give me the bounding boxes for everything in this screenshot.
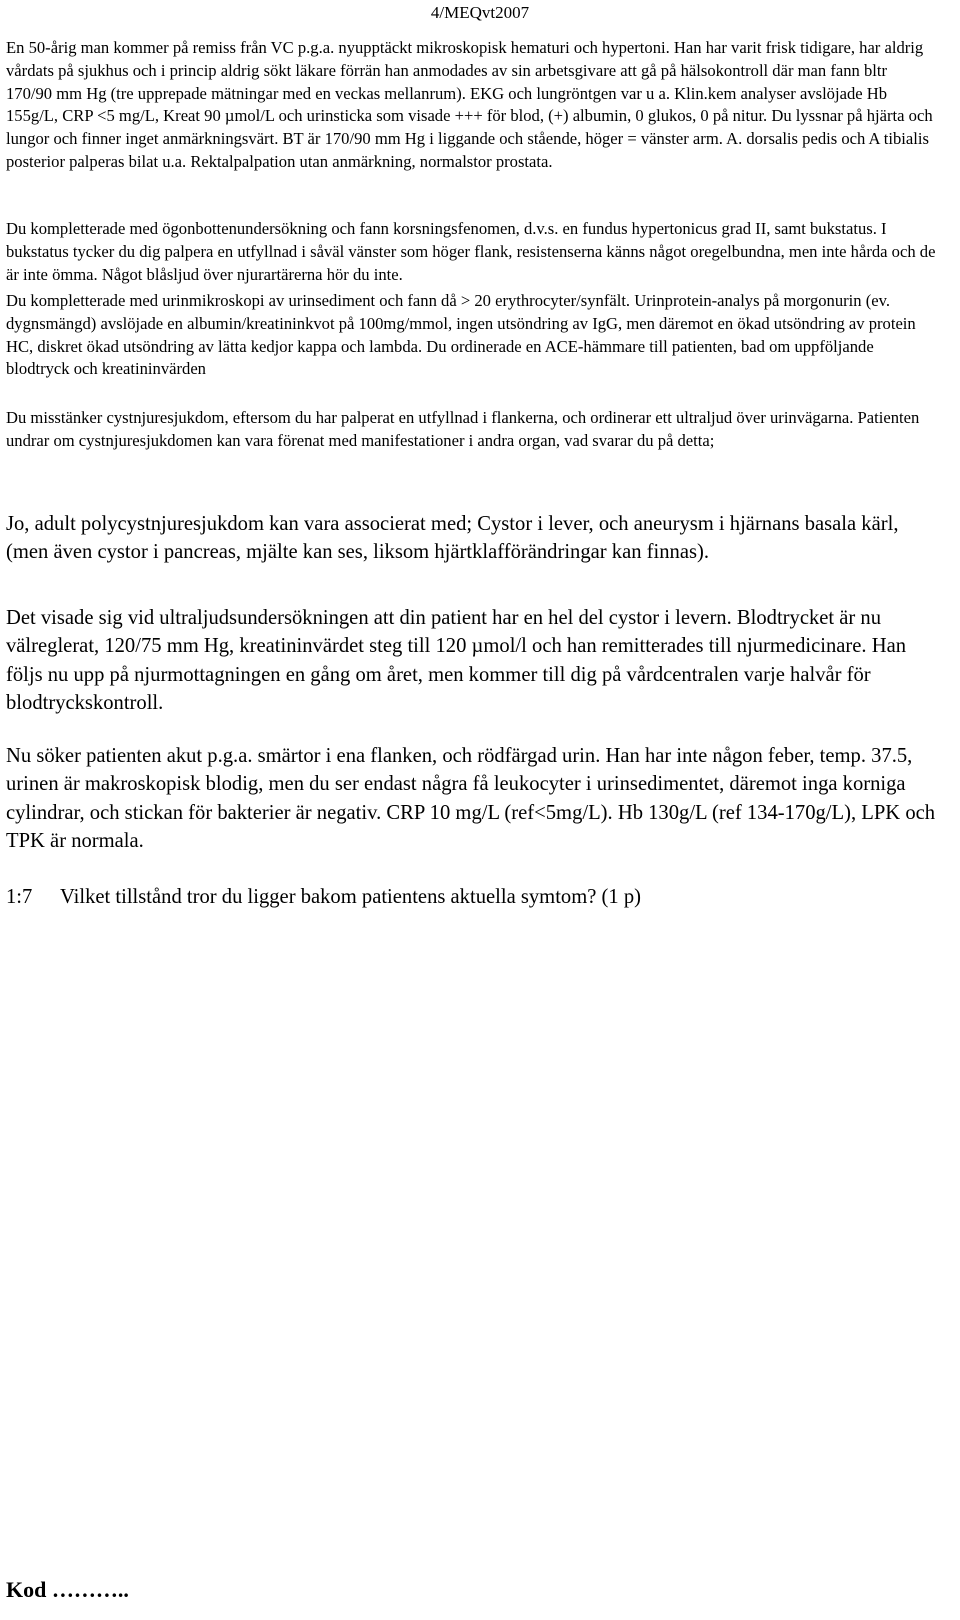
exam-code-header: 4/MEQvt2007	[430, 3, 530, 22]
case-paragraph-suspicion	[6, 407, 936, 453]
case-paragraph-intro	[6, 37, 936, 174]
case-paragraph-fundus	[6, 218, 936, 286]
code-field-label: Kod ………..	[6, 1577, 129, 1602]
case-text: En 50-årig man kommer på remiss från VC p.g.a. nyupptäckt mikroskopisk hematuri och hypertoni. Han har varit frisk tidigare, har aldrig vårdats på sjukhus och i princip aldrig sökt läkare förrän han anmodades av sin arbetsgivare att gå på hälsokontroll där man fann bltr 170/90 mm Hg (tre upprepade mätningar med en veckas mellanrum). EKG och lungröntgen var u a. Klin.kem analyser avslöjade Hb 155g/L, CRP <5 mg/L, Kreat 90 µmol/L och urinsticka som visade +++ för blod, (+) albumin, 0 glukos, 0 på nitur. Du lyssnar på hjärta och lungor och finner inget anmärkningsvärt. BT är 170/90 mm Hg i liggande och stående, höger = vänster arm. A. dorsalis pedis och A tibialis posterior palperas bilat u.a. Rektalpalpation utan anmärkning, normalstor prostata.	[6, 38, 933, 171]
case-paragraph-urine	[6, 290, 936, 381]
case-text: Du kompletterade med ögonbottenundersökning och fann korsningsfenomen, d.v.s. en fundus hypertonicus grad II, samt bukstatus. I bukstatus tycker du dig palpera en utfyllnad i såväl vänster som höger flank, resistenserna känns något oregelbundna, men inte hårda och de är inte ömma. Något blåsljud över njurartärerna hör du inte.	[6, 219, 936, 284]
answer-paragraph: Jo, adult polycystnjuresjukdom kan vara associerat med; Cystor i lever, och aneurysm i hjärnans basala kärl, (men även cystor i pancreas, mjälte kan ses, liksom hjärtklafförändringar kan finnas).	[6, 513, 899, 564]
case-text: Du misstänker cystnjuresjukdom, eftersom du har palperat en utfyllnad i flankerna, och ordinerar ett ultraljud över urinvägarna. Patienten undrar om cystnjuresjukdomen kan vara förenat med manifestationer i andra organ, vad svarar du på detta;	[6, 408, 920, 450]
question-number: 1:7	[6, 886, 33, 908]
acute-visit-paragraph: Nu söker patienten akut p.g.a. smärtor i ena flanken, och rödfärgad urin. Han har inte någon feber, temp. 37.5, urinen är makroskopisk blodig, men du ser endast några få leukocyter i urinsedimentet, däremot inga korniga cylindrar, och stickan för bakterier är negativ. CRP 10 mg/L (ref<5mg/L). Hb 130g/L (ref 134-170g/L), LPK och TPK är normala.	[6, 745, 936, 852]
question-text: Vilket tillstånd tror du ligger bakom patientens aktuella symtom? (1 p)	[60, 886, 641, 908]
question	[6, 883, 906, 911]
case-text: Du kompletterade med urinmikroskopi av urinsediment och fann då > 20 erythrocyter/synfält. Urinprotein-analys på morgonurin (ev. dygnsmängd) avslöjade en albumin/kreatininkvot på 100mg/mmol, ingen utsöndring av IgG, men däremot en ökad utsöndring av protein HC, diskret ökad utsöndring av lätta kedjor kappa och lambda. Du ordinerade en ACE-hämmare till patienten, bad om uppföljande blodtryck och kreatininvärden	[6, 291, 916, 379]
followup-paragraph: Det visade sig vid ultraljudsundersökningen att din patient har en hel del cystor i levern. Blodtrycket är nu välreglerat, 120/75 mm Hg, kreatininvärdet steg till 120 µmol/l och han remitterades till njurmedicinare. Han följs nu upp på njurmottagningen en gång om året, men kommer till dig på vårdcentralen varje halvår för blodtryckskontroll.	[6, 607, 907, 714]
